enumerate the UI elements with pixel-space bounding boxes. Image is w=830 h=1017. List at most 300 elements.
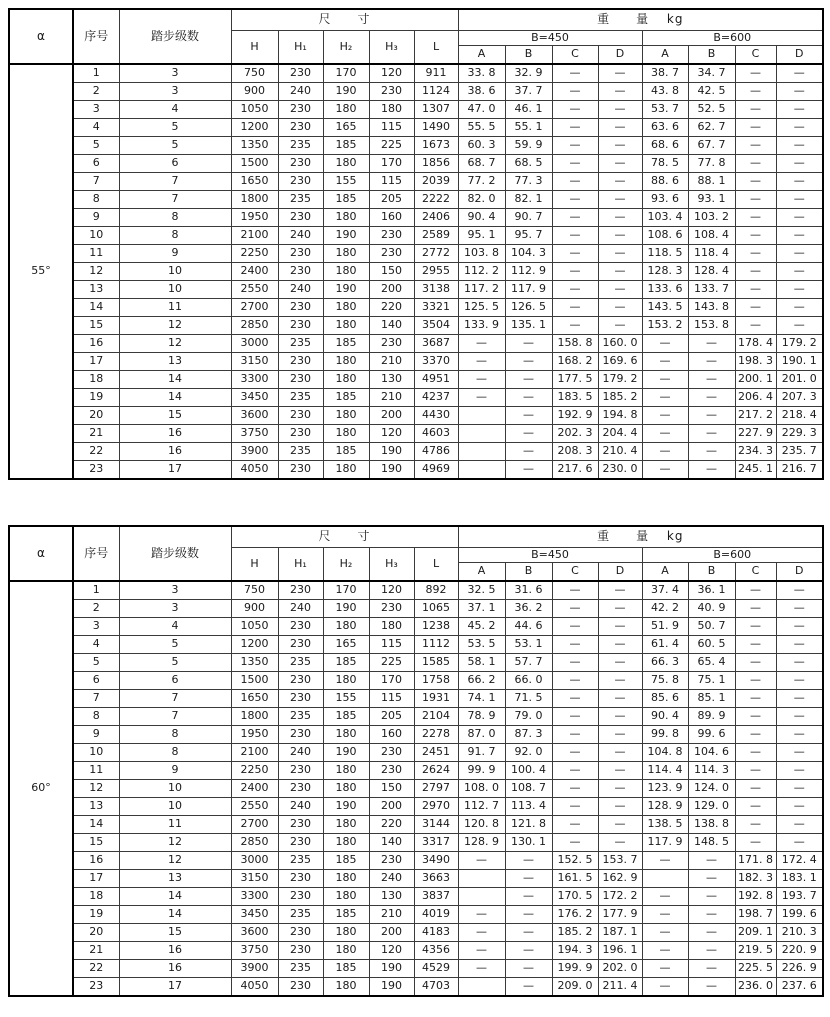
cell: 1050 bbox=[231, 618, 278, 636]
cell: 14 bbox=[119, 906, 231, 924]
col-header-450-B: B bbox=[505, 563, 552, 582]
cell: 62. 7 bbox=[688, 119, 735, 137]
col-header-dimensions: 尺 寸 bbox=[231, 9, 458, 31]
col-header-serial: 序号 bbox=[73, 526, 119, 581]
cell: 2278 bbox=[414, 726, 458, 744]
cell: 2624 bbox=[414, 762, 458, 780]
cell: — bbox=[776, 317, 823, 335]
cell: — bbox=[552, 101, 598, 119]
cell: 10 bbox=[119, 780, 231, 798]
cell: 17 bbox=[73, 870, 119, 888]
cell: 2700 bbox=[231, 816, 278, 834]
cell: — bbox=[598, 672, 642, 690]
cell: 180 bbox=[323, 762, 369, 780]
cell: 37. 7 bbox=[505, 83, 552, 101]
col-header-600-C: C bbox=[735, 46, 776, 65]
cell: 68. 6 bbox=[642, 137, 688, 155]
cell: 88. 6 bbox=[642, 173, 688, 191]
cell: 90. 7 bbox=[505, 209, 552, 227]
cell: 900 bbox=[231, 600, 278, 618]
cell: — bbox=[642, 425, 688, 443]
cell: 2406 bbox=[414, 209, 458, 227]
cell: 9 bbox=[73, 209, 119, 227]
table-row bbox=[9, 389, 823, 407]
cell: 245. 1 bbox=[735, 461, 776, 480]
cell: 2970 bbox=[414, 798, 458, 816]
cell: — bbox=[688, 870, 735, 888]
cell: — bbox=[776, 245, 823, 263]
cell: 230 bbox=[369, 600, 414, 618]
cell: 182. 3 bbox=[735, 870, 776, 888]
cell: 95. 7 bbox=[505, 227, 552, 245]
cell: 1500 bbox=[231, 155, 278, 173]
cell: 99. 8 bbox=[642, 726, 688, 744]
cell: 227. 9 bbox=[735, 425, 776, 443]
cell: 180 bbox=[369, 101, 414, 119]
cell: 230 bbox=[278, 636, 323, 654]
cell: — bbox=[458, 389, 505, 407]
cell: — bbox=[688, 389, 735, 407]
cell: 3450 bbox=[231, 906, 278, 924]
cell: 201. 0 bbox=[776, 371, 823, 389]
cell: — bbox=[735, 708, 776, 726]
cell: 1050 bbox=[231, 101, 278, 119]
table-row bbox=[9, 600, 823, 618]
cell: — bbox=[688, 978, 735, 997]
table-row bbox=[9, 636, 823, 654]
cell: 230 bbox=[278, 618, 323, 636]
cell: 202. 3 bbox=[552, 425, 598, 443]
cell: 185 bbox=[323, 852, 369, 870]
table-row bbox=[9, 227, 823, 245]
cell: — bbox=[505, 425, 552, 443]
cell: 183. 5 bbox=[552, 389, 598, 407]
cell: — bbox=[552, 618, 598, 636]
cell: — bbox=[598, 690, 642, 708]
cell: — bbox=[505, 978, 552, 997]
table-row bbox=[9, 762, 823, 780]
cell: 3 bbox=[73, 618, 119, 636]
cell: 165 bbox=[323, 636, 369, 654]
cell: — bbox=[552, 708, 598, 726]
cell: 128. 9 bbox=[642, 798, 688, 816]
cell: 230 bbox=[369, 227, 414, 245]
cell: — bbox=[735, 744, 776, 762]
cell: 230 bbox=[278, 353, 323, 371]
cell: — bbox=[735, 209, 776, 227]
table-row bbox=[9, 83, 823, 101]
cell: 180 bbox=[323, 888, 369, 906]
table-row bbox=[9, 798, 823, 816]
cell: 55. 5 bbox=[458, 119, 505, 137]
cell: 226. 9 bbox=[776, 960, 823, 978]
cell: 4019 bbox=[414, 906, 458, 924]
cell: 9 bbox=[119, 762, 231, 780]
cell: 38. 6 bbox=[458, 83, 505, 101]
cell: — bbox=[598, 816, 642, 834]
cell: 71. 5 bbox=[505, 690, 552, 708]
cell: 2104 bbox=[414, 708, 458, 726]
table-row bbox=[9, 425, 823, 443]
cell: 230 bbox=[278, 245, 323, 263]
cell: 112. 2 bbox=[458, 263, 505, 281]
cell: 15 bbox=[119, 407, 231, 425]
cell: 3687 bbox=[414, 335, 458, 353]
cell: 4786 bbox=[414, 443, 458, 461]
cell: 179. 2 bbox=[776, 335, 823, 353]
cell: 185 bbox=[323, 389, 369, 407]
cell: 3300 bbox=[231, 371, 278, 389]
cell: 150 bbox=[369, 263, 414, 281]
cell: 140 bbox=[369, 834, 414, 852]
cell: 22 bbox=[73, 443, 119, 461]
table-row bbox=[9, 744, 823, 762]
cell: — bbox=[776, 173, 823, 191]
cell: — bbox=[735, 636, 776, 654]
cell: — bbox=[598, 191, 642, 209]
cell: 1931 bbox=[414, 690, 458, 708]
table-row bbox=[9, 906, 823, 924]
cell: 130 bbox=[369, 371, 414, 389]
cell: 15 bbox=[119, 924, 231, 942]
cell: 18 bbox=[73, 888, 119, 906]
alpha-value: 55° bbox=[9, 64, 73, 479]
cell: 180 bbox=[323, 672, 369, 690]
header-row-groups bbox=[9, 526, 823, 548]
cell: 185 bbox=[323, 654, 369, 672]
cell: 120 bbox=[369, 64, 414, 83]
cell: — bbox=[598, 263, 642, 281]
cell: 57. 7 bbox=[505, 654, 552, 672]
cell: 2100 bbox=[231, 227, 278, 245]
cell: — bbox=[552, 281, 598, 299]
col-header-weight: 重 量 kg bbox=[458, 9, 823, 31]
cell: 153. 8 bbox=[688, 317, 735, 335]
cell: 190 bbox=[323, 281, 369, 299]
cell: 237. 6 bbox=[776, 978, 823, 997]
cell: 16 bbox=[73, 335, 119, 353]
cell: — bbox=[735, 654, 776, 672]
cell: 170. 5 bbox=[552, 888, 598, 906]
cell: 3490 bbox=[414, 852, 458, 870]
cell: 208. 3 bbox=[552, 443, 598, 461]
cell: 3837 bbox=[414, 888, 458, 906]
cell: 2451 bbox=[414, 744, 458, 762]
cell: 202. 0 bbox=[598, 960, 642, 978]
cell: 235 bbox=[278, 389, 323, 407]
cell: 2250 bbox=[231, 762, 278, 780]
cell: 1585 bbox=[414, 654, 458, 672]
table-row bbox=[9, 690, 823, 708]
cell: — bbox=[505, 353, 552, 371]
cell: — bbox=[688, 335, 735, 353]
cell: — bbox=[505, 888, 552, 906]
cell: 133. 6 bbox=[642, 281, 688, 299]
cell: 53. 1 bbox=[505, 636, 552, 654]
cell: 192. 9 bbox=[552, 407, 598, 425]
col-header-H3: H₃ bbox=[369, 31, 414, 65]
cell: 3000 bbox=[231, 852, 278, 870]
cell: 120. 8 bbox=[458, 816, 505, 834]
cell: 37. 1 bbox=[458, 600, 505, 618]
cell: 9 bbox=[73, 726, 119, 744]
cell: 235 bbox=[278, 708, 323, 726]
cell: — bbox=[505, 443, 552, 461]
cell: — bbox=[598, 155, 642, 173]
cell: 236. 0 bbox=[735, 978, 776, 997]
cell: 14 bbox=[73, 299, 119, 317]
cell: 180 bbox=[323, 407, 369, 425]
cell: 82. 1 bbox=[505, 191, 552, 209]
cell: 14 bbox=[119, 888, 231, 906]
cell: 240 bbox=[369, 870, 414, 888]
cell: — bbox=[598, 744, 642, 762]
cell: 112. 7 bbox=[458, 798, 505, 816]
cell: 8 bbox=[119, 227, 231, 245]
cell: — bbox=[458, 924, 505, 942]
table-row bbox=[9, 209, 823, 227]
cell: 37. 4 bbox=[642, 581, 688, 600]
cell: 180 bbox=[323, 726, 369, 744]
col-header-b450: B=450 bbox=[458, 31, 642, 46]
cell: 196. 1 bbox=[598, 942, 642, 960]
cell bbox=[458, 461, 505, 480]
cell: — bbox=[688, 924, 735, 942]
cell: 1650 bbox=[231, 690, 278, 708]
cell: 240 bbox=[278, 744, 323, 762]
cell: 230 bbox=[278, 119, 323, 137]
cell: 204. 4 bbox=[598, 425, 642, 443]
cell: 180 bbox=[323, 618, 369, 636]
cell: 79. 0 bbox=[505, 708, 552, 726]
cell: 3370 bbox=[414, 353, 458, 371]
table-row bbox=[9, 834, 823, 852]
table-row bbox=[9, 924, 823, 942]
cell: — bbox=[598, 834, 642, 852]
cell: 1500 bbox=[231, 672, 278, 690]
cell: 32. 5 bbox=[458, 581, 505, 600]
cell: 200 bbox=[369, 924, 414, 942]
cell: — bbox=[458, 906, 505, 924]
cell: 138. 5 bbox=[642, 816, 688, 834]
cell: — bbox=[505, 924, 552, 942]
cell: 7 bbox=[119, 708, 231, 726]
cell: 180 bbox=[323, 245, 369, 263]
cell: 180 bbox=[323, 978, 369, 997]
cell: 171. 8 bbox=[735, 852, 776, 870]
cell: — bbox=[776, 798, 823, 816]
cell: 12 bbox=[119, 834, 231, 852]
cell: — bbox=[458, 852, 505, 870]
cell: 74. 1 bbox=[458, 690, 505, 708]
table-row bbox=[9, 299, 823, 317]
cell: — bbox=[735, 618, 776, 636]
cell: 1 bbox=[73, 64, 119, 83]
table-row bbox=[9, 245, 823, 263]
cell: 240 bbox=[278, 798, 323, 816]
table-row bbox=[9, 371, 823, 389]
cell: 230 bbox=[278, 461, 323, 480]
cell: 3450 bbox=[231, 389, 278, 407]
cell: 5 bbox=[119, 119, 231, 137]
cell: 207. 3 bbox=[776, 389, 823, 407]
cell: — bbox=[505, 852, 552, 870]
cell: 180 bbox=[323, 353, 369, 371]
cell: 1950 bbox=[231, 726, 278, 744]
cell: — bbox=[552, 798, 598, 816]
cell: 23 bbox=[73, 461, 119, 480]
col-header-450-D: D bbox=[598, 46, 642, 65]
cell: 22 bbox=[73, 960, 119, 978]
cell: 230 bbox=[278, 780, 323, 798]
cell: — bbox=[776, 227, 823, 245]
table-body-55 bbox=[9, 64, 823, 479]
cell: 2700 bbox=[231, 299, 278, 317]
cell: — bbox=[552, 191, 598, 209]
cell: 2850 bbox=[231, 317, 278, 335]
cell: 45. 2 bbox=[458, 618, 505, 636]
cell: 1350 bbox=[231, 654, 278, 672]
table-row bbox=[9, 654, 823, 672]
cell: 193. 7 bbox=[776, 888, 823, 906]
cell: 1673 bbox=[414, 137, 458, 155]
cell: 4 bbox=[73, 636, 119, 654]
cell: 230 bbox=[278, 101, 323, 119]
cell: 52. 5 bbox=[688, 101, 735, 119]
cell: 115 bbox=[369, 119, 414, 137]
cell: 104. 8 bbox=[642, 744, 688, 762]
cell: 7 bbox=[73, 173, 119, 191]
cell: 158. 8 bbox=[552, 335, 598, 353]
cell: 126. 5 bbox=[505, 299, 552, 317]
cell: 190 bbox=[323, 83, 369, 101]
cell: — bbox=[505, 389, 552, 407]
cell: 1950 bbox=[231, 209, 278, 227]
cell: 77. 2 bbox=[458, 173, 505, 191]
cell: 210. 3 bbox=[776, 924, 823, 942]
cell: 3 bbox=[119, 64, 231, 83]
cell: — bbox=[776, 64, 823, 83]
cell: 91. 7 bbox=[458, 744, 505, 762]
cell: — bbox=[735, 672, 776, 690]
cell: — bbox=[776, 600, 823, 618]
cell: 8 bbox=[119, 744, 231, 762]
cell: 33. 8 bbox=[458, 64, 505, 83]
cell: 190 bbox=[323, 227, 369, 245]
col-header-600-C: C bbox=[735, 563, 776, 582]
table-row bbox=[9, 888, 823, 906]
cell: — bbox=[642, 924, 688, 942]
cell: — bbox=[735, 227, 776, 245]
cell: 47. 0 bbox=[458, 101, 505, 119]
cell: 34. 7 bbox=[688, 64, 735, 83]
cell: 19 bbox=[73, 906, 119, 924]
cell: — bbox=[776, 263, 823, 281]
cell: 6 bbox=[73, 672, 119, 690]
cell: 210 bbox=[369, 906, 414, 924]
spec-table-60 bbox=[8, 525, 824, 997]
cell: 180 bbox=[369, 618, 414, 636]
cell: 178. 4 bbox=[735, 335, 776, 353]
cell: 117. 2 bbox=[458, 281, 505, 299]
col-header-450-D: D bbox=[598, 563, 642, 582]
cell: 38. 7 bbox=[642, 64, 688, 83]
cell: 16 bbox=[119, 960, 231, 978]
cell: 230 bbox=[278, 870, 323, 888]
cell: 235 bbox=[278, 191, 323, 209]
cell: 11 bbox=[119, 816, 231, 834]
cell: 240 bbox=[278, 600, 323, 618]
cell: — bbox=[458, 335, 505, 353]
cell: 161. 5 bbox=[552, 870, 598, 888]
cell: 230 bbox=[369, 245, 414, 263]
cell: — bbox=[642, 888, 688, 906]
cell: 225 bbox=[369, 654, 414, 672]
cell: — bbox=[776, 581, 823, 600]
table-row bbox=[9, 137, 823, 155]
cell: 16 bbox=[119, 942, 231, 960]
cell: 190. 1 bbox=[776, 353, 823, 371]
cell: 911 bbox=[414, 64, 458, 83]
cell: 4356 bbox=[414, 942, 458, 960]
cell: 78. 5 bbox=[642, 155, 688, 173]
cell: 55. 1 bbox=[505, 119, 552, 137]
cell: 10 bbox=[119, 798, 231, 816]
cell: 230 bbox=[278, 407, 323, 425]
cell: 32. 9 bbox=[505, 64, 552, 83]
cell: — bbox=[776, 672, 823, 690]
cell: 117. 9 bbox=[505, 281, 552, 299]
cell: — bbox=[505, 335, 552, 353]
cell: 5 bbox=[73, 654, 119, 672]
cell: — bbox=[598, 137, 642, 155]
cell: — bbox=[735, 101, 776, 119]
cell: — bbox=[642, 852, 688, 870]
cell: 9 bbox=[119, 245, 231, 263]
cell: 99. 9 bbox=[458, 762, 505, 780]
cell: — bbox=[458, 942, 505, 960]
cell: 123. 9 bbox=[642, 780, 688, 798]
cell: — bbox=[776, 137, 823, 155]
cell: 3317 bbox=[414, 834, 458, 852]
col-header-alpha: α bbox=[9, 526, 73, 581]
col-header-H1: H₁ bbox=[278, 31, 323, 65]
cell bbox=[458, 888, 505, 906]
cell: 4 bbox=[119, 101, 231, 119]
cell: — bbox=[642, 461, 688, 480]
cell: 4 bbox=[73, 119, 119, 137]
cell: 162. 9 bbox=[598, 870, 642, 888]
cell: — bbox=[552, 581, 598, 600]
cell: 230 bbox=[278, 816, 323, 834]
cell: 85. 6 bbox=[642, 690, 688, 708]
cell: 10 bbox=[73, 227, 119, 245]
cell: 11 bbox=[73, 245, 119, 263]
cell: — bbox=[505, 371, 552, 389]
cell: 36. 2 bbox=[505, 600, 552, 618]
cell: 2550 bbox=[231, 798, 278, 816]
cell: 15 bbox=[73, 834, 119, 852]
cell: — bbox=[598, 600, 642, 618]
cell: 217. 2 bbox=[735, 407, 776, 425]
cell: 3600 bbox=[231, 407, 278, 425]
table-row bbox=[9, 726, 823, 744]
cell: 128. 9 bbox=[458, 834, 505, 852]
cell: 235 bbox=[278, 443, 323, 461]
cell: 6 bbox=[73, 155, 119, 173]
cell bbox=[458, 870, 505, 888]
cell: 120 bbox=[369, 425, 414, 443]
